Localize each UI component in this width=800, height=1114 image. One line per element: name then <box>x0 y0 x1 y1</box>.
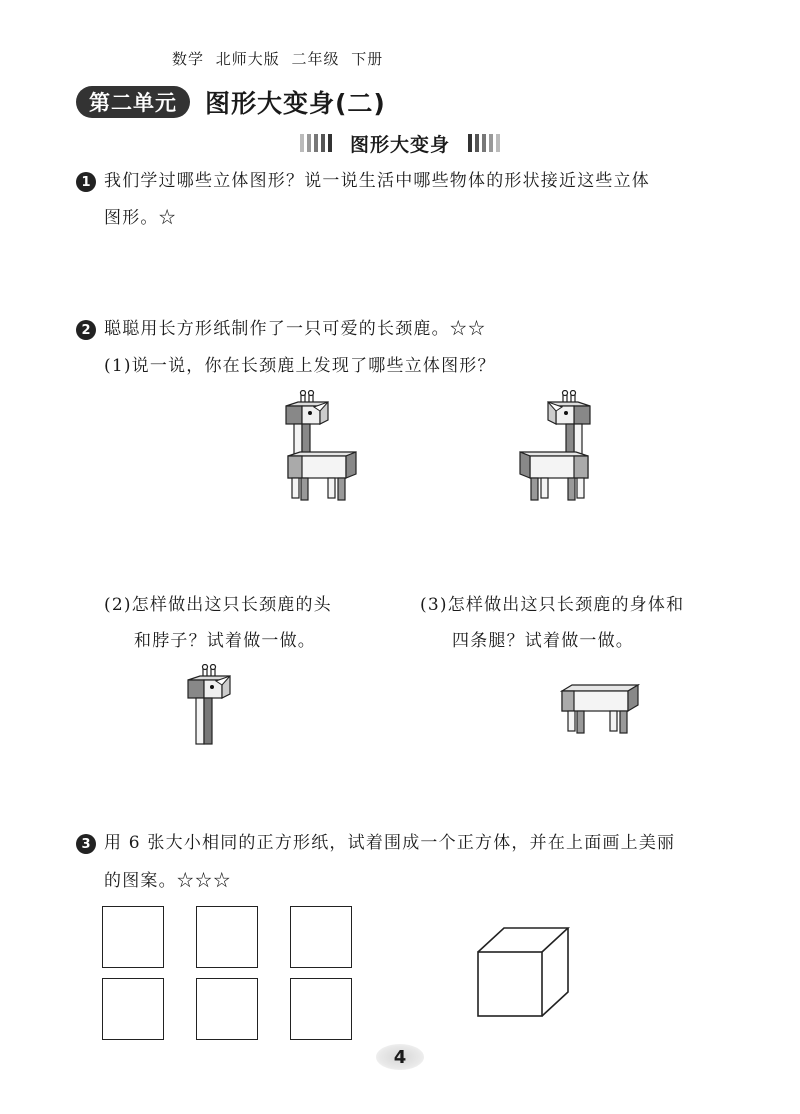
q2-text: 聪聪用长方形纸制作了一只可爱的长颈鹿。☆☆ <box>104 319 487 339</box>
section-bars-right <box>468 134 500 152</box>
q2-sub3-line2: 四条腿？试着做一做。 <box>452 631 634 651</box>
square-paper-6 <box>290 978 352 1040</box>
q2-sub1: (1)说一说，你在长颈鹿上发现了哪些立体图形？ <box>104 356 496 376</box>
cube-icon <box>474 924 570 1020</box>
unit-badge <box>76 86 190 118</box>
section-bars-left <box>300 134 332 152</box>
square-paper-3 <box>290 906 352 968</box>
q1-line1: 我们学过哪些立体图形？说一说生活中哪些物体的形状接近这些立体 <box>104 171 650 191</box>
q2-sub2-line2: 和脖子？试着做一做。 <box>134 631 316 651</box>
section-title: 图形大变身 <box>349 133 450 156</box>
giraffe-figure-icon <box>516 390 600 506</box>
q1-line2: 图形。☆ <box>104 208 177 228</box>
q2-sub3-line1: (3)怎样做出这只长颈鹿的身体和 <box>420 595 685 615</box>
section-header <box>260 128 540 158</box>
unit-title: 图形大变身(二) <box>205 89 386 118</box>
q3-line1: 用 6 张大小相同的正方形纸，试着围成一个正方体，并在上面画上美丽 <box>104 833 676 853</box>
square-paper-4 <box>102 978 164 1040</box>
q2-sub2-line1: (2)怎样做出这只长颈鹿的头 <box>104 595 332 615</box>
question-number-2: 2 <box>76 320 96 340</box>
giraffe-figure-icon <box>278 390 362 506</box>
book-info: 数学 北师大版 二年级 下册 <box>172 50 384 68</box>
square-paper-2 <box>196 906 258 968</box>
page-number <box>376 1044 424 1070</box>
question-number-3: 3 <box>76 834 96 854</box>
page-number-label: 4 <box>393 1046 407 1068</box>
question-number-1: 1 <box>76 172 96 192</box>
square-paper-1 <box>102 906 164 968</box>
giraffe-body-legs-icon <box>560 684 642 736</box>
q3-line2: 的图案。☆☆☆ <box>104 871 232 891</box>
unit-badge-label: 第二单元 <box>89 91 177 115</box>
square-paper-5 <box>196 978 258 1040</box>
giraffe-head-neck-icon <box>180 664 240 748</box>
